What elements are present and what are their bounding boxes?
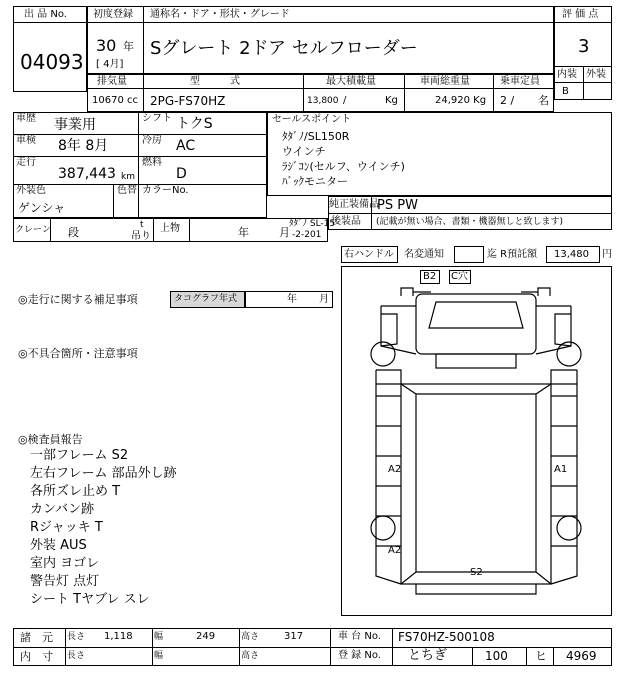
reg-area: とちぎ bbox=[408, 648, 448, 663]
truck-cab-sides bbox=[381, 306, 571, 354]
capacity-unit: Kg bbox=[385, 95, 398, 106]
passenger-unit: 名 bbox=[538, 94, 549, 107]
displacement-value: 10670 cc bbox=[92, 95, 138, 106]
sales-item: ﾀﾀﾞﾉ/SL150R bbox=[282, 130, 350, 143]
mileage-unit: km bbox=[121, 172, 135, 182]
color-change-label: 色替 bbox=[117, 185, 137, 196]
name-label: 通称名・ドア・形状・グレード bbox=[150, 9, 290, 20]
length-value: 1,118 bbox=[104, 631, 133, 642]
inner-size-label: 内 寸 bbox=[20, 650, 53, 663]
truck-chassis-right bbox=[551, 370, 577, 584]
name-change-label: 名変通知 bbox=[404, 249, 444, 260]
a2-left-label: A2 bbox=[388, 464, 402, 475]
exterior-label: 外装 bbox=[586, 69, 606, 80]
report-item: 一部フレーム S2 bbox=[30, 448, 129, 463]
std-equipment-value: PS PW bbox=[377, 198, 418, 213]
lot-number: 04093 bbox=[20, 50, 84, 74]
score-value: 3 bbox=[578, 36, 590, 57]
reg-number: 4969 bbox=[566, 649, 597, 663]
size-label: 諸 元 bbox=[20, 631, 53, 644]
crane-ton: t bbox=[140, 220, 144, 230]
rhd-text: 右ハンドル bbox=[344, 249, 394, 260]
capacity-value: 13,800 bbox=[307, 96, 339, 106]
recycle-value: 13,480 bbox=[554, 249, 589, 260]
report-item: 左右フレーム 部品外し跡 bbox=[30, 466, 177, 481]
truck-cab-windshield bbox=[429, 302, 523, 328]
first-reg-month: [ 4月] bbox=[96, 59, 124, 70]
width-label: 幅 bbox=[154, 632, 164, 642]
truck-mirror-right bbox=[521, 288, 550, 296]
crane-steps: 段 bbox=[68, 226, 79, 239]
history-value: 事業用 bbox=[54, 117, 96, 133]
passenger-value: 2 / bbox=[500, 94, 515, 107]
report-item: 外装 AUS bbox=[30, 538, 87, 553]
report-item: 各所ズレ止め T bbox=[30, 484, 121, 499]
ext-color-value: ゲンシャ bbox=[18, 201, 66, 215]
shift-value: トクS bbox=[176, 116, 213, 132]
score-label: 評 価 点 bbox=[562, 9, 599, 20]
driving-notes-heading: ◎走行に関する補足事項 bbox=[18, 293, 138, 306]
inspection-value: 8年 8月 bbox=[58, 138, 109, 154]
interior-label: 内装 bbox=[557, 69, 577, 80]
first-reg-year: 30 bbox=[96, 36, 117, 55]
truck-mirror-left bbox=[401, 288, 431, 296]
passenger-label: 乗車定員 bbox=[500, 76, 540, 87]
name-change-box bbox=[454, 246, 484, 263]
capacity-label: 最大積載量 bbox=[326, 76, 376, 87]
truck-diagram bbox=[341, 266, 612, 616]
length-label: 長さ bbox=[67, 632, 86, 642]
model-value: 2PG-FS70HZ bbox=[150, 94, 226, 108]
ext-color-label: 外装色 bbox=[16, 185, 46, 196]
after-equipment-label: 後装品 bbox=[331, 216, 361, 227]
chassis-value: FS70HZ-500108 bbox=[398, 630, 495, 644]
sales-item: ﾗｼﾞｺﾝ(セルフ、ウインチ) bbox=[282, 160, 405, 173]
crane-month: 月 bbox=[279, 226, 290, 239]
wheel-rear-left bbox=[371, 516, 395, 540]
interior-score: B bbox=[562, 86, 569, 97]
inner-length-label: 長さ bbox=[67, 651, 86, 661]
shift-label: シフト bbox=[142, 113, 172, 124]
crane-label: クレーン bbox=[15, 225, 51, 235]
color-number-label: カラーNo. bbox=[142, 185, 189, 196]
first-reg-label: 初度登録 bbox=[93, 9, 133, 20]
inner-width-label: 幅 bbox=[154, 651, 164, 661]
ac-value: AC bbox=[176, 138, 196, 154]
std-equipment-label: 純正装備品 bbox=[329, 199, 379, 210]
tacho-year: 年 bbox=[287, 294, 297, 305]
inspection-label: 車検 bbox=[16, 135, 36, 146]
s2-label: S2 bbox=[470, 567, 483, 578]
displacement-label: 排気量 bbox=[97, 76, 127, 87]
height-value: 317 bbox=[284, 631, 304, 642]
tacho-month: 月 bbox=[319, 294, 329, 305]
sales-label: セールスポイント bbox=[272, 114, 352, 125]
sales-item: ﾊﾞｯｸモニター bbox=[282, 175, 348, 188]
capacity-sep: / bbox=[343, 95, 347, 106]
sales-item: ウインチ bbox=[282, 145, 326, 158]
tacho-label: タコグラフ年式 bbox=[174, 294, 238, 304]
lot-label: 出 品 No. bbox=[24, 9, 67, 20]
a2-bottom-label: A2 bbox=[388, 545, 402, 556]
inspector-report-heading: ◎検査員報告 bbox=[18, 433, 83, 446]
reg-kana: ヒ bbox=[535, 649, 548, 663]
reg-class: 100 bbox=[485, 649, 508, 663]
gross-weight-value: 24,920 Kg bbox=[435, 95, 487, 106]
report-item: Rジャッキ T bbox=[30, 520, 103, 535]
width-value: 249 bbox=[196, 631, 216, 642]
chassis-label: 車 台 No. bbox=[338, 631, 381, 642]
report-item: 室内 ヨゴレ bbox=[30, 556, 100, 571]
report-item: 警告灯 点灯 bbox=[30, 574, 100, 589]
fuel-value: D bbox=[176, 166, 187, 182]
fuel-label: 燃料 bbox=[142, 157, 162, 168]
vehicle-name: Sグレート 2ドア セルフローダー bbox=[150, 38, 418, 59]
crane-hang: 吊り bbox=[131, 231, 151, 242]
recycle-label: 迄 R預託額 bbox=[487, 249, 538, 260]
height-label: 高さ bbox=[241, 632, 260, 642]
after-equipment-note: (記載が無い場合、書類・機器無しと致します) bbox=[376, 217, 564, 227]
model-label: 型 式 bbox=[190, 76, 240, 87]
mileage-label: 走行 bbox=[16, 157, 36, 168]
top-load-label: 上物 bbox=[160, 223, 180, 234]
crane-model-1: ﾀﾀﾞﾉ SL-15 bbox=[289, 219, 336, 229]
recycle-unit: 円 bbox=[602, 249, 612, 260]
b2-label: B2 bbox=[423, 271, 437, 282]
reg-label: 登 録 No. bbox=[338, 650, 381, 661]
mileage-value: 387,443 bbox=[58, 166, 116, 182]
defects-heading: ◎不具合箇所・注意事項 bbox=[18, 347, 138, 360]
a1-right-label: A1 bbox=[554, 464, 568, 475]
report-item: シート Tヤブレ スレ bbox=[30, 592, 150, 607]
truck-rear-bumper bbox=[416, 584, 536, 594]
truck-bed bbox=[401, 384, 551, 584]
history-label: 車歴 bbox=[16, 113, 36, 124]
gross-weight-label: 車両総重量 bbox=[420, 76, 470, 87]
ac-label: 冷房 bbox=[142, 135, 162, 146]
first-reg-year-unit: 年 bbox=[123, 40, 134, 53]
crane-year: 年 bbox=[238, 226, 249, 239]
truck-hood bbox=[436, 354, 516, 368]
crane-model-2: -2-201 bbox=[292, 230, 322, 240]
c-hole-label: C穴 bbox=[451, 271, 468, 282]
report-item: カンバン跡 bbox=[30, 502, 95, 517]
inner-height-label: 高さ bbox=[241, 651, 260, 661]
truck-cab-roof bbox=[416, 294, 536, 354]
